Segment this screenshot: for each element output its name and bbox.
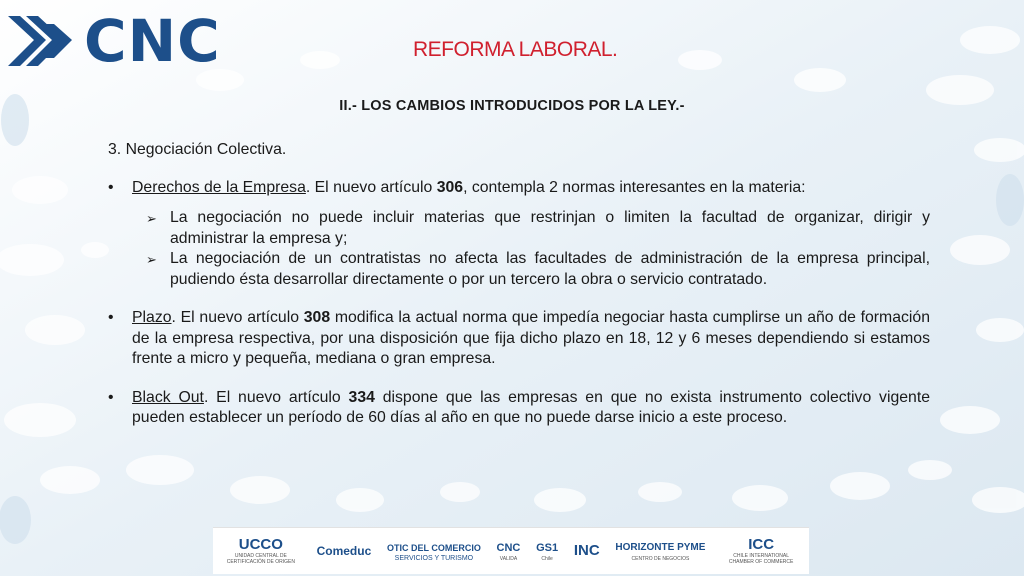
cnc-logo-text: CNC xyxy=(84,7,221,75)
bullet-plazo xyxy=(108,308,930,370)
logo-sub: UNIDAD CENTRAL DE CERTIFICACIÓN DE ORIGEN xyxy=(226,553,295,565)
partner-logos-footer xyxy=(213,527,809,574)
sub-item xyxy=(132,249,930,290)
sub-item xyxy=(132,208,930,249)
horizonte-pyme-logo xyxy=(615,531,705,571)
logo-name: CNC xyxy=(496,542,521,554)
bullet-dot-icon: • xyxy=(108,309,114,326)
logo-sub: CHILE INTERNATIONAL CHAMBER OF COMMERCE xyxy=(728,553,794,565)
gs1-logo xyxy=(536,531,558,571)
otic-logo xyxy=(387,531,481,571)
logo-name: ICC xyxy=(748,536,775,553)
logo-name: HORIZONTE PYME xyxy=(615,542,706,553)
logo-name: GS1 xyxy=(536,542,559,554)
cnc-valida-logo xyxy=(497,531,521,571)
arrow-bullet-icon: ➢ xyxy=(146,252,157,267)
cnc-logo xyxy=(6,7,246,75)
logo-sub: VALIDA xyxy=(499,556,518,562)
bullet-text: dispone que las empresas en que no exista instrumento colectivo vigente pueden establecer un período de 60 días al año en que no puede darse inicio a este proceso. xyxy=(132,388,931,426)
bullet-text: . El nuevo artículo xyxy=(305,178,437,196)
section-heading: 3. Negociación Colectiva. xyxy=(108,141,287,158)
article-number: 308 xyxy=(303,309,331,326)
article-number: 334 xyxy=(348,388,375,406)
logo-name: Comeduc xyxy=(316,544,372,558)
bullet-dot-icon: • xyxy=(108,178,114,196)
bullet-label: Black Out xyxy=(132,388,204,406)
page-title: REFORMA LABORAL. xyxy=(413,38,618,61)
logo-sub: CENTRO DE NEGOCIOS xyxy=(631,556,690,562)
sub-item-text: La negociación de un contratistas no afecta las facultades de administración de la empresa principal, pudiendo ésta desarrollar directamente o por un tercero la obra o servicio contratado. xyxy=(170,250,930,288)
bullet-derechos-empresa xyxy=(108,178,930,291)
bullet-black-out xyxy=(108,388,930,429)
logo-sub: Chile xyxy=(541,556,553,562)
arrow-bullet-icon: ➢ xyxy=(146,211,157,226)
icc-logo xyxy=(721,531,801,571)
article-number: 306 xyxy=(436,178,464,196)
bullet-text: modifica la actual norma que impedía negociar hasta cumplirse un año de formación de la empresa respectiva, por una disposición que fija dicho plazo en 18, 12 y 6 meses dependiendo si estamos frente a micro y pequeña, mediana o gran empresa. xyxy=(132,309,930,367)
page-subtitle: II.- LOS CAMBIOS INTRODUCIDOS POR LA LEY.- xyxy=(339,98,685,114)
logo-sub: SERVICIOS Y TURISMO xyxy=(394,555,474,562)
logo-name: OTIC DEL COMERCIO xyxy=(386,543,481,553)
sub-list xyxy=(132,208,930,290)
inc-logo xyxy=(574,531,600,571)
sub-item-text: La negociación no puede incluir materias que restrinjan o limiten la facultad de organizar, dirigir y administrar la empresa y; xyxy=(170,209,930,247)
bullet-dot-icon: • xyxy=(108,388,114,406)
slide-content xyxy=(108,140,930,447)
comeduc-logo xyxy=(317,531,372,571)
bullet-text: . El nuevo artículo xyxy=(203,388,349,406)
bullet-text: . El nuevo artículo xyxy=(171,309,304,326)
bullet-label: Plazo xyxy=(132,309,172,326)
ucco-logo xyxy=(221,531,301,571)
bullet-text: , contempla 2 normas interesantes en la materia: xyxy=(463,178,806,196)
logo-name: UCCO xyxy=(238,536,283,553)
bullet-label: Derechos de la Empresa xyxy=(132,178,306,196)
logo-name: INC xyxy=(573,542,600,559)
